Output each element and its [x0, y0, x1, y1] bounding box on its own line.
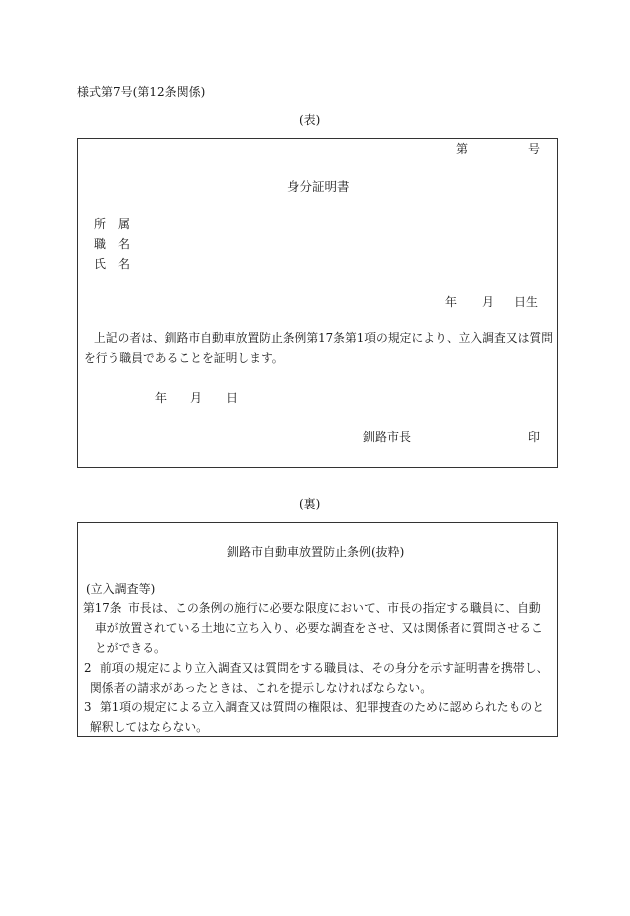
article-number: 第17条: [83, 601, 122, 615]
article-line-3: とができる。: [95, 641, 166, 655]
seal-mark: 印: [528, 430, 541, 444]
paragraph-2-number: 2: [84, 661, 92, 675]
number-dai: 第: [456, 142, 469, 156]
certificate-title: 身分証明書: [287, 179, 350, 194]
excerpt-title: 釧路市自動車放置防止条例(抜粋): [227, 545, 405, 559]
paragraph-3-number: 3: [84, 700, 92, 714]
statement-line-1: 上記の者は、釧路市自動車放置防止条例第17条第1項の規定により、立入調査又は質問: [94, 331, 554, 345]
back-side-label: (裏): [299, 497, 321, 511]
issue-day-label: 日: [226, 391, 239, 405]
section-heading: (立入調査等): [86, 582, 156, 596]
issuer-title: 釧路市長: [363, 430, 412, 444]
field-affiliation-label: 所 属: [94, 217, 131, 231]
paragraph-2-line-1: 前項の規定により立入調査又は質問をする職員は、その身分を示す証明書を携帯し、: [100, 661, 549, 675]
paragraph-2-line-2: 関係者の請求があったときは、これを提示しなければならない。: [90, 681, 432, 695]
issue-month-label: 月: [190, 391, 203, 405]
birth-day-label: 日生: [514, 295, 539, 309]
birth-year-label: 年: [445, 295, 458, 309]
birth-month-label: 月: [482, 295, 495, 309]
issue-year-label: 年: [155, 391, 168, 405]
front-side-label: (表): [299, 113, 321, 127]
statement-line-2: を行う職員であることを証明します。: [84, 351, 284, 365]
field-name-label: 氏 名: [94, 257, 131, 271]
field-position-label: 職 名: [94, 237, 131, 251]
number-go: 号: [528, 142, 541, 156]
article-line-2: 車が放置されている土地に立ち入り、必要な調査をさせ、又は関係者に質問させるこ: [95, 621, 543, 635]
paragraph-3-line-2: 解釈してはならない。: [90, 720, 208, 734]
article-line-1: 市長は、この条例の施行に必要な限度において、市長の指定する職員に、自動: [128, 601, 541, 615]
form-number: 様式第7号(第12条関係): [77, 85, 206, 99]
paragraph-3-line-1: 第1項の規定による立入調査又は質問の権限は、犯罪捜査のために認められたものと: [100, 700, 544, 714]
